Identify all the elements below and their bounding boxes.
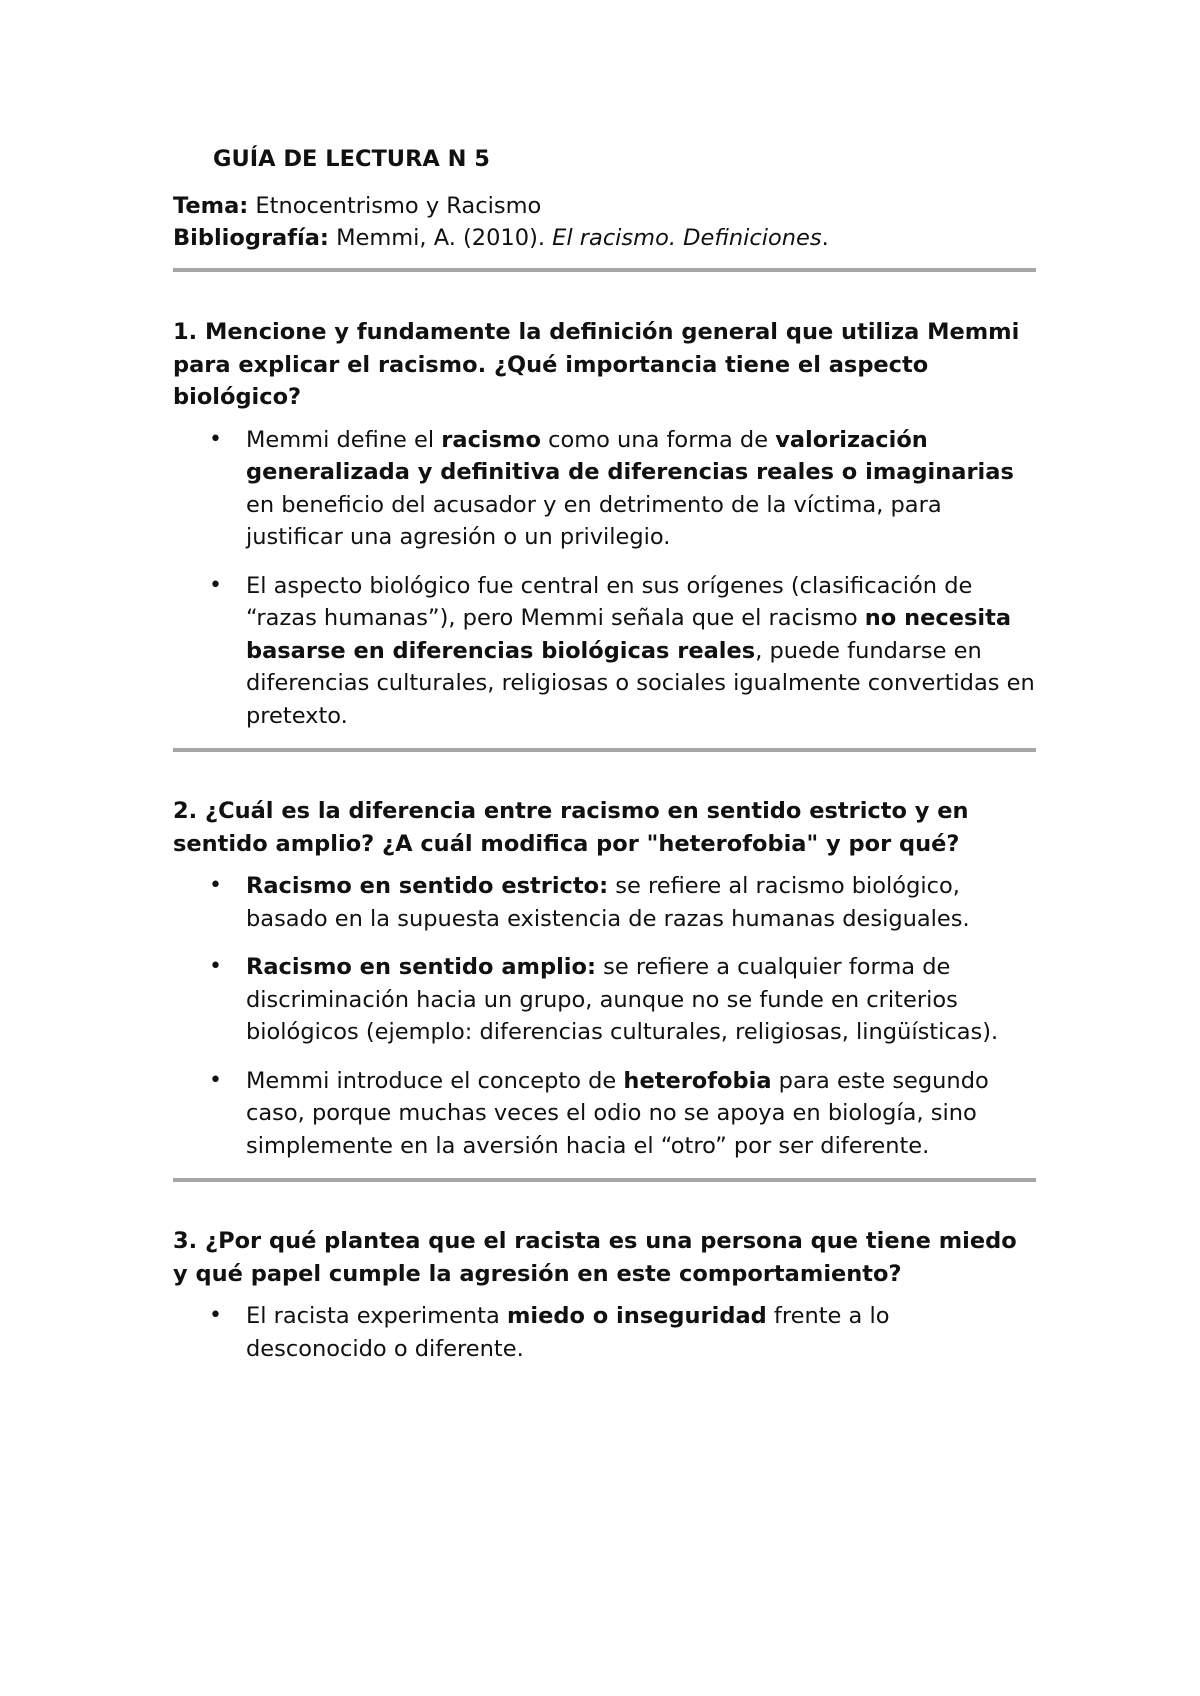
answer-list-2 [173,870,1036,1162]
answer-emphasis: racismo [441,426,541,453]
answer-item [173,424,1036,554]
answer-emphasis: no necesita basarse en diferencias biológicas reales [246,605,1012,664]
answer-text: El aspecto biológico fue central en sus orígenes (clasificación de “razas humanas”), pero Memmi señala que el racismo [246,572,973,631]
tema-value: Etnocentrismo y Racismo [255,193,542,219]
answer-text: se refiere al racismo biológico, basado en la supuesta existencia de razas humanas desiguales. [246,873,970,932]
answer-list-3 [173,1300,1036,1365]
tema-label: Tema: [173,193,249,219]
answer-text: en beneficio del acusador y en detrimento de la víctima, para justificar una agresión o un privilegio. [246,491,942,550]
bullet-icon: • [209,1303,222,1328]
answer-list-1 [173,424,1036,733]
answer-item [173,951,1036,1049]
answer-text: Memmi define el [246,426,442,453]
section-divider [173,1178,1036,1182]
document-meta [173,190,1036,254]
answer-text: El racista experimenta [246,1303,507,1329]
question-2: 2. ¿Cuál es la diferencia entre racismo en sentido estricto y en sentido amplio? ¿A cuál modifica por "heterofobia" y por qué? [173,798,969,857]
answer-item [173,870,1036,935]
bullet-icon: • [209,426,222,452]
bullet-icon: • [209,873,222,898]
answer-text: frente a lo desconocido o diferente. [246,1303,890,1362]
answer-emphasis: valorización generalizada y definitiva de diferencias reales o imaginarias [246,426,1014,485]
bibliografia-work: El racismo. Definiciones [552,225,822,251]
question-1: 1. Mencione y fundamente la definición general que utiliza Memmi para explicar el racismo. ¿Qué importancia tiene el aspecto biológico? [173,319,1020,410]
answer-emphasis: Racismo en sentido amplio: [246,954,596,980]
question-section-2 [173,795,1036,1162]
bibliografia-label: Bibliografía: [173,225,329,251]
section-divider [173,268,1036,272]
answer-text: para este segundo caso, porque muchas veces el odio no se apoya en biología, sino simplemente en la aversión hacia el “otro” por ser diferente. [246,1067,989,1159]
bullet-icon: • [209,954,222,979]
bibliografia-line [173,222,1036,254]
document-title: GUÍA DE LECTURA N 5 [213,146,490,172]
tema-line [173,190,1036,222]
answer-item [173,1065,1036,1163]
bullet-icon: • [209,572,222,598]
answer-text: , puede fundarse en diferencias culturales, religiosas o sociales igualmente convertidas en pretexto. [246,637,1035,729]
bullet-icon: • [209,1067,222,1093]
answer-text: Memmi introduce el concepto de [246,1067,624,1094]
answer-text: como una forma de [540,426,776,453]
document-content [173,142,1036,1381]
question-section-3 [173,1225,1036,1365]
answer-emphasis: heterofobia [623,1067,772,1094]
question-section-1 [173,316,1036,732]
answer-item [173,570,1036,733]
section-divider [173,748,1036,752]
answer-item [173,1300,1036,1365]
question-3: 3. ¿Por qué plantea que el racista es una persona que tiene miedo y qué papel cumple la agresión en este comportamiento? [173,1228,1017,1287]
bibliografia-end: . [821,225,829,251]
bibliografia-author: Memmi, A. (2010). [336,225,545,251]
answer-emphasis: Racismo en sentido estricto: [246,873,609,899]
answer-text: se refiere a cualquier forma de discriminación hacia un grupo, aunque no se funde en criterios biológicos (ejemplo: diferencias culturales, religiosas, lingüísticas). [246,954,999,1045]
answer-emphasis: miedo o inseguridad [506,1303,767,1329]
